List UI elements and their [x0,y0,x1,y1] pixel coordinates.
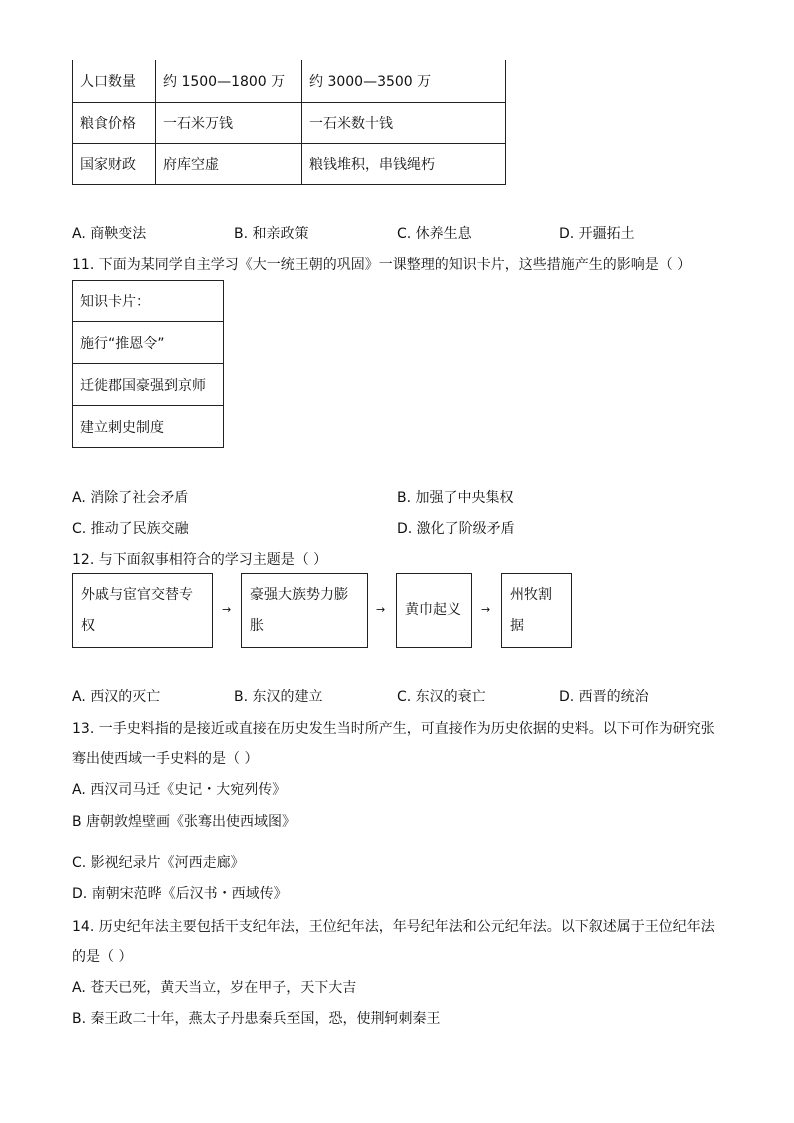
cell-before: 一石米万钱 [156,102,302,143]
q14-option-b[interactable]: B. 秦王政二十年，燕太子丹患秦兵至国，恐，使荆轲刺秦王 [72,1011,441,1027]
q14-option-a[interactable]: A. 苍天已死，黄天当立，岁在甲子，天下大吉 [72,980,357,996]
cell-after: 一石米数十钱 [302,102,506,143]
q12-option-a[interactable]: A. 西汉的灭亡 [72,689,161,705]
card-item: 建立刺史制度 [73,406,224,448]
q11-option-d[interactable]: D. 激化了阶级矛盾 [397,521,515,537]
q13-stem-line2: 骞出使西域一手史料的是（ ） [72,751,259,767]
flow-step-1: 外戚与宦官交替专权 [72,573,213,648]
flow-arrow: → [481,603,491,616]
q11-option-a[interactable]: A. 消除了社会矛盾 [72,490,189,506]
row-label: 国家财政 [73,143,156,184]
q10-option-a[interactable]: A. 商鞅变法 [72,226,147,242]
q10-option-d[interactable]: D. 开疆拓土 [559,226,635,242]
card-row [73,322,224,364]
card-row [73,364,224,406]
q13-option-a[interactable]: A. 西汉司马迁《史记・大宛列传》 [72,782,287,798]
row-label: 人口数量 [73,60,156,102]
q10-option-c[interactable]: C. 休养生息 [397,226,472,242]
card-item: 施行“推恩令” [73,322,224,364]
cell-after: 粮钱堆积，串钱绳朽 [302,143,506,184]
q12-option-c[interactable]: C. 东汉的衰亡 [397,689,486,705]
q14-stem-line2: 的是（ ） [72,949,133,965]
q13-stem-line1: 13. 一手史料指的是接近或直接在历史发生当时所产生，可直接作为历史依据的史料。以下可作为研究张 [72,721,715,737]
card-item: 迁徙郡国豪强到京师 [73,364,224,406]
flow-step-2: 豪强大族势力膨胀 [241,573,368,648]
q12-option-b[interactable]: B. 东汉的建立 [234,689,323,705]
cell-before: 约 1500—1800 万 [156,60,302,102]
q10-option-b[interactable]: B. 和亲政策 [234,226,309,242]
q11-option-c[interactable]: C. 推动了民族交融 [72,521,189,537]
q11-option-b[interactable]: B. 加强了中央集权 [397,490,514,506]
table-row [73,60,506,102]
flow-arrow: → [376,603,386,616]
cell-after: 约 3000—3500 万 [302,60,506,102]
q13-option-d[interactable]: D. 南朝宋范晔《后汉书・西域传》 [72,886,288,902]
flow-step-3: 黄巾起义 [396,573,472,648]
card-title: 知识卡片： [73,281,224,322]
q12-stem: 12. 与下面叙事相符合的学习主题是（ ） [72,552,328,568]
card-row [73,406,224,448]
table-row [73,143,506,184]
q13-option-c[interactable]: C. 影视纪录片《河西走廊》 [72,855,245,871]
flow-step-4: 州牧割据 [501,573,572,648]
q11-stem: 11. 下面为某同学自主学习《大一统王朝的巩固》一课整理的知识卡片，这些措施产生的影响是（ ） [72,257,692,273]
flow-arrow: → [222,603,232,616]
table-row [73,102,506,143]
knowledge-card [72,280,224,448]
row-label: 粮食价格 [73,102,156,143]
cell-before: 府库空虚 [156,143,302,184]
q14-stem-line1: 14. 历史纪年法主要包括干支纪年法，王位纪年法，年号纪年法和公元纪年法。以下叙述属于王位纪年法 [72,919,715,935]
q12-option-d[interactable]: D. 西晋的统治 [559,689,649,705]
comparison-table [72,60,506,185]
card-row [73,281,224,322]
q13-option-b[interactable]: B 唐朝敦煌壁画《张骞出使西域图》 [72,814,297,830]
